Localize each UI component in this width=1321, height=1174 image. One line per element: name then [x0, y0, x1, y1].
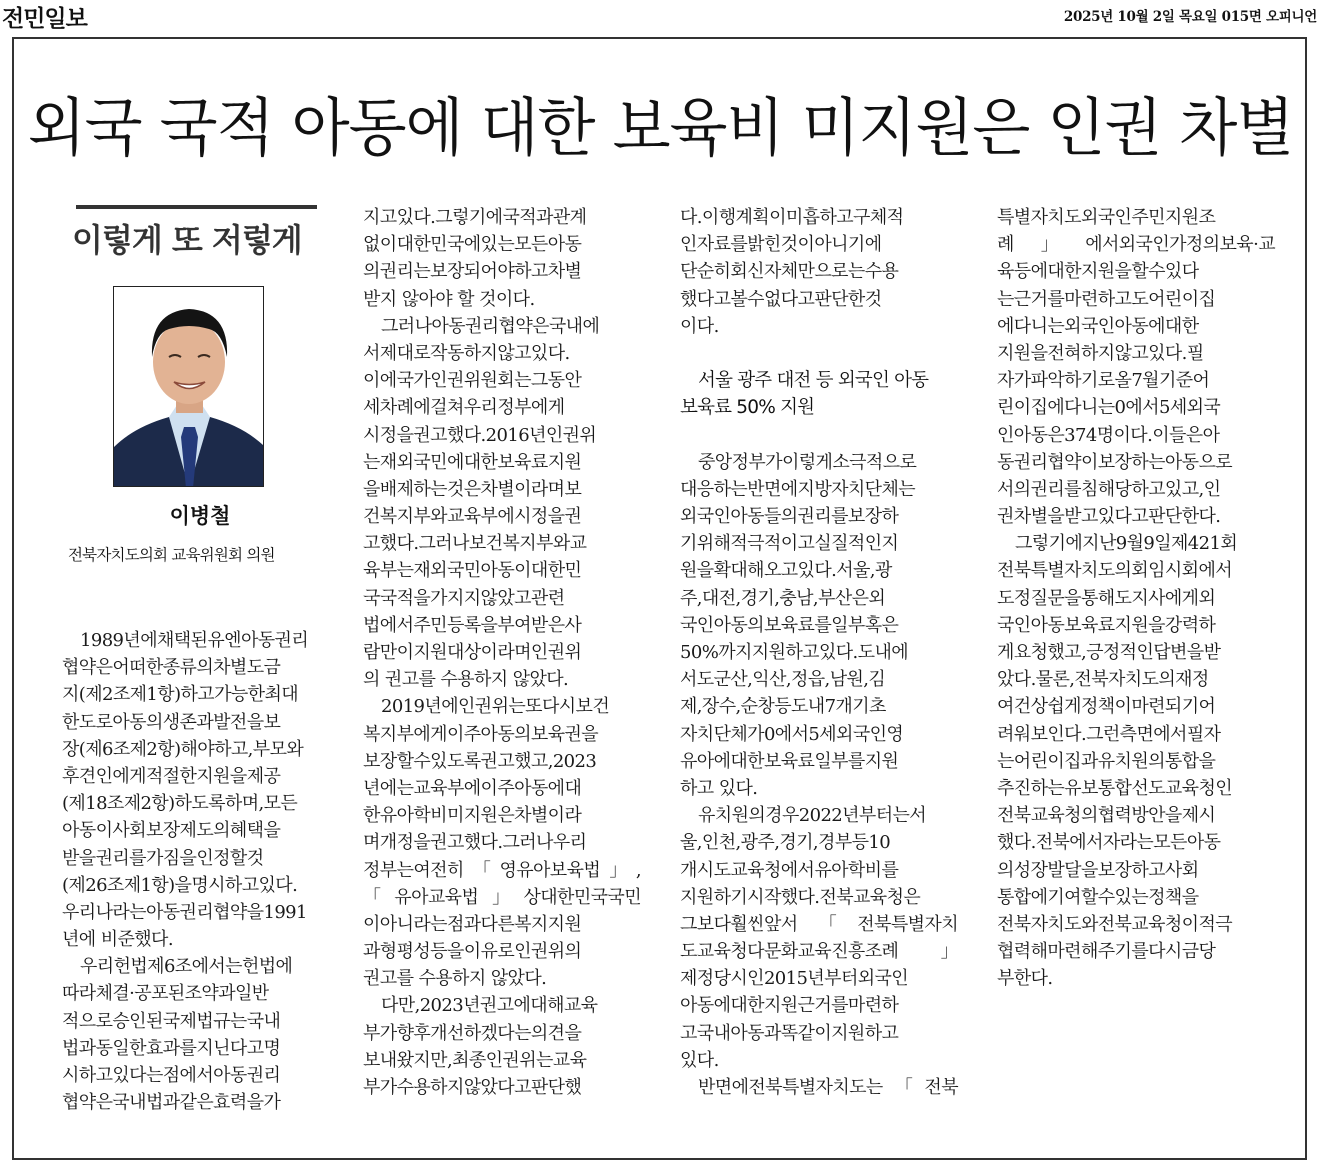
text-line: 그렇기에지난9월9일제421회 — [1015, 533, 1238, 555]
text-line: 여건상쉽게정책이마련되기어 — [997, 696, 1216, 718]
text-line: 중앙정부가이렇게소극적으로 — [698, 451, 917, 473]
text-line: 인자료를밝힌것이아니기에 — [680, 234, 882, 256]
article-column-3 — [680, 204, 958, 1101]
paragraph-gap — [680, 422, 958, 449]
text-line: 한도로아동의생존과발전을보 — [62, 711, 281, 733]
text-line: 협약은어떠한종류의차별도금 — [62, 657, 281, 679]
text-line: 다.이행계획이미흡하고구체적 — [680, 207, 904, 228]
text-line: 지원을전혀하지않고있다.필 — [997, 342, 1204, 364]
text-line: 「유아교육법」상대한민국국민 — [363, 886, 641, 908]
text-line: 복지부에게이주아동의보육권을 — [363, 723, 599, 745]
text-line: 한유아학비미지원은차별이라 — [363, 805, 582, 827]
text-line: 법과동일한효과를지닌다고명 — [62, 1037, 281, 1059]
text-line: 원을확대해오고있다.서울,광 — [680, 560, 892, 582]
text-line: 의성장발달을보장하고사회 — [997, 859, 1199, 881]
text-line: 하고 있다. — [680, 777, 758, 799]
text-line: 받을권리를가짐을인정할것 — [62, 847, 264, 869]
text-line: 정부는여전히「영유아보육법」, — [363, 859, 641, 881]
text-line: 2019년에인권위는또다시보건 — [381, 696, 610, 718]
text-line: 자가파악하기로올7월기준어 — [997, 370, 1210, 392]
text-line: 특별자치도외국인주민지원조 — [997, 207, 1216, 228]
article-headline: 외국 국적 아동에 대한 보육비 미지원은 인권 차별 — [27, 91, 1294, 165]
text-line: (제18조제2항)하도록하며,모든 — [62, 793, 298, 815]
text-line: 개시도교육청에서유아학비를 — [680, 859, 899, 881]
text-line: 했다.전북에서자라는모든아동 — [997, 832, 1221, 854]
subheading-line: 보육료 50% 지원 — [680, 397, 815, 419]
series-rule-divider — [76, 205, 317, 209]
text-line: 고국내아동과똑같이지원하고 — [680, 1022, 899, 1044]
text-line: 적으로승인된국제법규는국내 — [62, 1010, 281, 1032]
text-line: 했다고볼수없다고판단한것 — [680, 288, 882, 310]
text-line: 외국인아동들의권리를보장하 — [680, 506, 899, 528]
text-line: 아동이사회보장제도의혜택을 — [62, 820, 281, 842]
text-line: 단순히회신자체만으로는수용 — [680, 261, 899, 283]
author-photo — [113, 286, 264, 487]
text-line: 권차별을받고있다고판단한다. — [997, 506, 1221, 528]
text-line: 후견인에게적절한지원을제공 — [62, 765, 281, 787]
text-line: 년에 비준했다. — [62, 929, 173, 951]
text-line: 도교육청다문화교육진흥조례」 — [680, 941, 958, 963]
text-line: 없이대한민국에있는모든아동 — [363, 234, 582, 256]
text-line: 인아동은374명이다.이들은아 — [997, 424, 1220, 446]
text-line: 서도군산,익산,정읍,남원,김 — [680, 669, 886, 691]
text-line: 려워보인다.그런측면에서필자 — [997, 723, 1221, 745]
newspaper-masthead: 전민일보 — [2, 6, 87, 32]
article-column-4 — [997, 204, 1275, 992]
author-portrait-icon — [114, 287, 264, 487]
author-name: 이병철 — [169, 504, 231, 528]
text-line: 부가향후개선하겠다는의견을 — [363, 1022, 582, 1044]
text-line: 린이집에다니는0에서5세외국 — [997, 397, 1221, 419]
text-line: 50%까지지원하고있다.도내에 — [680, 642, 909, 663]
text-line: 전북교육청의협력방안을제시 — [997, 805, 1216, 827]
text-line: 추진하는유보통합선도교육청인 — [997, 777, 1233, 799]
text-line: 지(제2조제1항)하고가능한최대 — [62, 684, 299, 706]
text-line: 협약은국내법과같은효력을가 — [62, 1092, 281, 1114]
text-line: 반면에전북특별자치도는「전북 — [698, 1077, 958, 1098]
text-line: 서의권리를침해당하고있고,인 — [997, 478, 1221, 500]
text-line: 도정질문을통해도지사에게외 — [997, 587, 1216, 609]
article-column-1 — [62, 627, 340, 1116]
paragraph-gap — [680, 340, 958, 367]
text-line: 며개정을권고했다.그러나우리 — [363, 832, 587, 854]
article-column-2 — [363, 204, 641, 1101]
text-line: 국인아동보육료지원을강력하 — [997, 614, 1216, 636]
text-line: 건복지부와교육부에시정을권 — [363, 506, 582, 528]
text-line: 람만이지원대상이라며인권위 — [363, 642, 582, 663]
text-line: 례」에서외국인가정의보육·교 — [997, 234, 1275, 256]
text-line: 이아니라는점과다른복지지원 — [363, 913, 582, 935]
text-line: 아동에대한지원근거를마련하 — [680, 995, 899, 1017]
text-line: 서제대로작동하지않고있다. — [363, 342, 570, 364]
text-line: 국인아동의보육료를일부혹은 — [680, 614, 899, 636]
text-line: 의권리는보장되어야하고차별 — [363, 261, 582, 283]
text-line: 게요청했고,긍정적인답변을받 — [997, 642, 1221, 663]
text-line: 육등에대한지원을할수있다 — [997, 261, 1199, 283]
text-line: 는근거를마련하고도어린이집 — [997, 288, 1216, 310]
text-line: 이에국가인권위원회는그동안 — [363, 370, 582, 392]
text-line: 지고있다.그렇기에국적과관계 — [363, 207, 587, 228]
text-line: 협력해마련해주기를다시금당 — [997, 941, 1216, 963]
text-line: 우리헌법제6조에서는헌법에 — [80, 956, 293, 978]
text-line: (제26조제1항)을명시하고있다. — [62, 874, 298, 896]
text-line: 보장할수있도록권고했고,2023 — [363, 750, 597, 772]
text-line: 에다니는외국인아동에대한 — [997, 315, 1199, 337]
text-line: 1989년에채택된유엔아동권리 — [80, 630, 309, 651]
text-line: 을배제하는것은차별이라며보 — [363, 478, 582, 500]
text-line: 전북자치도와전북교육청이적극 — [997, 913, 1233, 935]
text-line: 는재외국민에대한보육료지원 — [363, 451, 582, 473]
text-line: 장(제6조제2항)해야하고,부모와 — [62, 738, 304, 760]
text-line: 국국적을가지지않았고관련 — [363, 587, 565, 609]
text-line: 통합에기여할수있는정책을 — [997, 886, 1199, 908]
subheading-line: 서울 광주 대전 등 외국인 아동 — [698, 370, 929, 392]
text-line: 고했다.그러나보건복지부와교 — [363, 533, 587, 555]
text-line: 부가수용하지않았다고판단했 — [363, 1077, 582, 1098]
text-line: 그러나아동권리협약은국내에 — [381, 315, 600, 337]
text-line: 따라체결·공포된조약과일반 — [62, 983, 269, 1005]
text-line: 시하고있다는점에서아동권리 — [62, 1065, 281, 1086]
text-line: 의 권고를 수용하지 않았다. — [363, 669, 569, 691]
text-line: 시정을권고했다.2016년인권위 — [363, 424, 597, 446]
text-line: 우리나라는아동권리협약을1991 — [62, 901, 307, 923]
publication-dateline: 2025년 10월 2일 목요일 015면 오피니언 — [1063, 9, 1317, 25]
text-line: 이다. — [680, 315, 719, 337]
text-line: 권고를 수용하지 않았다. — [363, 968, 547, 990]
author-role: 전북자치도의회 교육위원회 의원 — [68, 546, 275, 564]
text-line: 법에서주민등록을부여받은사 — [363, 614, 582, 636]
text-line: 년에는교육부에이주아동에대 — [363, 777, 582, 799]
series-title: 이렇게 또 저렇게 — [72, 221, 302, 259]
text-line: 기위해적극적이고실질적인지 — [680, 533, 899, 555]
text-line: 있다. — [680, 1049, 719, 1071]
text-line: 세차례에걸쳐우리정부에게 — [363, 397, 565, 419]
text-line: 부한다. — [997, 968, 1053, 990]
text-line: 울,인천,광주,경기,경부등10 — [680, 832, 891, 854]
text-line: 유치원의경우2022년부터는서 — [698, 805, 927, 827]
text-line: 과형평성등을이유로인권위의 — [363, 941, 582, 963]
text-line: 는어린이집과유치원의통합을 — [997, 750, 1216, 772]
text-line: 았다.물론,전북자치도의재정 — [997, 669, 1209, 691]
text-line: 보내왔지만,최종인권위는교육 — [363, 1049, 587, 1071]
text-line: 자치단체가0에서5세외국인영 — [680, 723, 904, 745]
text-line: 그보다훨씬앞서「전북특별자치 — [680, 913, 958, 935]
text-line: 주,대전,경기,충남,부산은외 — [680, 587, 886, 609]
text-line: 제정당시인2015년부터외국인 — [680, 968, 909, 990]
text-line: 제,장수,순창등도내7개기초 — [680, 696, 886, 718]
text-line: 받지 않아야 할 것이다. — [363, 288, 535, 310]
text-line: 육부는재외국민아동이대한민 — [363, 560, 582, 582]
text-line: 다만,2023년권고에대해교육 — [381, 995, 598, 1017]
text-line: 전북특별자치도의회임시회에서 — [997, 560, 1233, 582]
text-line: 동권리협약이보장하는아동으로 — [997, 451, 1233, 473]
text-line: 대응하는반면에지방자치단체는 — [680, 478, 916, 500]
text-line: 유아에대한보육료일부를지원 — [680, 750, 899, 772]
text-line: 지원하기시작했다.전북교육청은 — [680, 886, 921, 908]
